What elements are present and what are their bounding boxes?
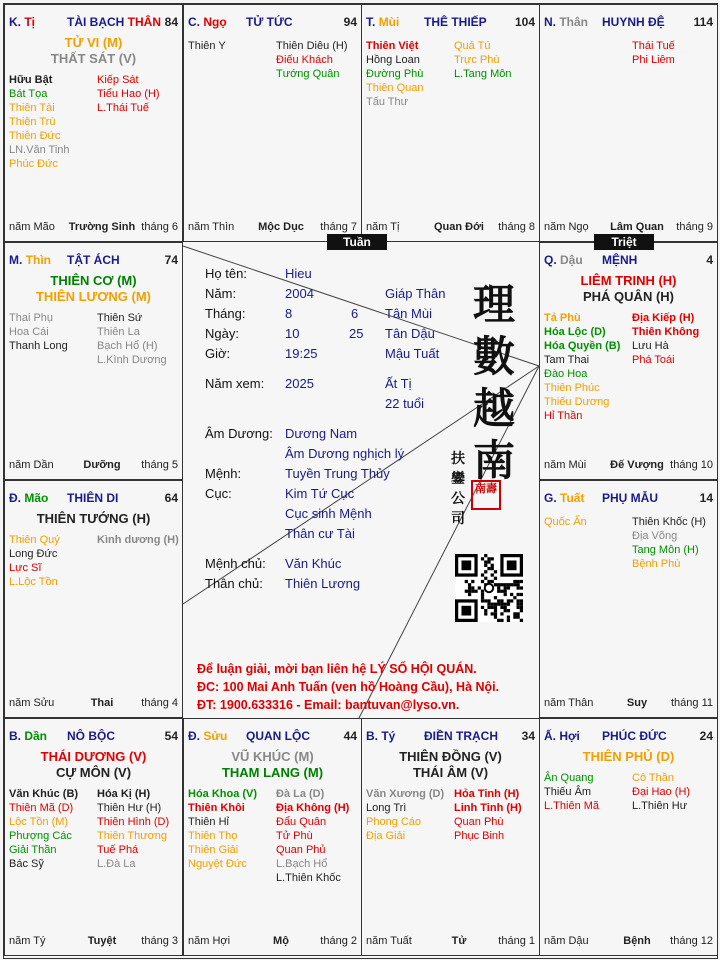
palace-name: NÔ BỘC: [67, 729, 115, 743]
main-star: PHÁ QUÂN (H): [583, 289, 674, 304]
palace-month: tháng 9: [676, 221, 713, 233]
minor-star: Hỏa Tinh (H): [454, 788, 520, 800]
minor-star: Bạch Hổ (H): [97, 340, 158, 352]
cuc-value: Kim Tứ Cục: [285, 486, 355, 501]
minor-stars-right: [97, 787, 169, 871]
palace-header: [9, 491, 178, 507]
palace-age: 24: [699, 729, 713, 743]
name-value: Hieu: [285, 266, 312, 281]
center-info-panel: [183, 242, 539, 718]
minor-star: Thiên Việt: [366, 40, 419, 52]
month-label: Tháng:: [205, 306, 246, 321]
minor-star: Phượng Các: [9, 830, 72, 842]
minor-star: Phá Toái: [632, 354, 675, 366]
minor-star: Bệnh Phù: [632, 558, 681, 570]
day-lunar: 25: [349, 326, 364, 341]
minor-stars-left: [188, 787, 257, 871]
minor-star: Thiên Tài: [9, 102, 55, 114]
thanchu-label: Thân chủ:: [205, 576, 263, 591]
palace-branch: G. Tuất: [544, 491, 585, 505]
minor-star: Hoa Cái: [9, 326, 49, 338]
minor-star: L.Thiên Hư: [632, 800, 688, 812]
palace-ty[interactable]: [4, 4, 183, 242]
brand-char-3: 越: [473, 384, 516, 433]
palace-header: [9, 253, 178, 269]
palace-year: năm Dậu: [544, 935, 589, 947]
minor-star: Thái Tuế: [632, 40, 675, 52]
palace-ngo[interactable]: [183, 4, 362, 242]
brand-char-1: 理: [473, 280, 516, 329]
minor-star: Bát Tọa: [9, 88, 48, 100]
minor-star: Địa Kiếp (H): [632, 312, 695, 324]
palace-mui[interactable]: [361, 4, 540, 242]
palace-branch: T. Mùi: [366, 15, 400, 29]
palace-age: 114: [693, 15, 713, 29]
hour-value: 19:25: [285, 346, 318, 361]
brand-sub-3: 公: [451, 491, 465, 507]
palace-age: 54: [164, 729, 178, 743]
palace-stage: Dưỡng: [83, 459, 121, 471]
minor-star: Hóa Lộc (D): [544, 326, 606, 338]
name-label: Họ tên:: [205, 266, 247, 281]
contact-line-1: Để luận giải, mời bạn liên hệ LÝ SỐ HỘI QUÁN.: [197, 662, 477, 676]
main-star: THAM LANG (M): [221, 765, 324, 780]
palace-month: tháng 2: [320, 935, 357, 947]
minor-star: Thiên Diêu (H): [276, 40, 348, 52]
palace-header: [9, 15, 178, 31]
palace-year: năm Sửu: [9, 697, 55, 709]
palace-stage: Quan Đới: [434, 221, 484, 233]
palace-stage: Lâm Quan: [610, 221, 664, 233]
year-canchi: Giáp Thân: [385, 286, 446, 301]
horoscope-board: [3, 3, 718, 959]
year-label: Năm:: [205, 286, 237, 301]
minor-star: Tấu Thư: [366, 96, 409, 108]
minor-star: Phong Cáo: [366, 816, 422, 828]
palace-name: TỬ TỨC: [246, 15, 293, 29]
minor-star: Thiên Quý: [9, 534, 60, 546]
palace-month: tháng 3: [141, 935, 178, 947]
palace-stage: Tử: [451, 935, 467, 947]
brand-char-2: 數: [473, 332, 516, 381]
minor-star: Tử Phù: [276, 830, 313, 842]
minor-star: Thiên Hư (H): [97, 802, 162, 814]
palace-branch: K. Tị: [9, 15, 36, 29]
minor-stars-right: [97, 311, 167, 367]
minor-star: Thiên Trù: [9, 116, 56, 128]
palace-tuat[interactable]: [539, 480, 718, 718]
palace-branch: Q. Dậu: [544, 253, 583, 267]
main-star: THÁI ÂM (V): [412, 765, 489, 780]
minor-stars-right: [632, 39, 675, 67]
minor-star: Phục Binh: [454, 830, 505, 842]
palace-header: [188, 15, 357, 31]
minor-star: Tướng Quân: [276, 68, 340, 80]
minor-star: Đường Phù: [366, 68, 424, 80]
palace-year: năm Ngọ: [544, 221, 589, 233]
minor-star: Lộc Tồn (M): [9, 816, 69, 828]
month-lunar: 6: [351, 306, 359, 321]
palace-footer: [544, 459, 713, 473]
minor-star: Lưu Hà: [632, 340, 669, 352]
cuc-label: Cục:: [205, 486, 232, 501]
palace-year: năm Mão: [9, 221, 55, 233]
palace-year: năm Mùi: [544, 459, 587, 471]
minor-stars-right: [632, 515, 706, 571]
palace-month: tháng 1: [498, 935, 535, 947]
palace-year: năm Dần: [9, 459, 54, 471]
minor-stars-left: [544, 311, 620, 423]
thanchu-value: Thiên Lương: [285, 576, 361, 591]
palace-month: tháng 11: [670, 697, 713, 709]
minor-star: Thiên Hình (D): [97, 816, 170, 828]
triet-badge: Triệt: [594, 234, 654, 250]
menhchu-label: Mệnh chủ:: [205, 556, 266, 571]
minor-star: Thiên Mã (D): [9, 802, 74, 814]
hour-canchi: Mậu Tuất: [385, 346, 440, 361]
minor-star: Hóa Khoa (V): [188, 788, 258, 800]
palace-branch: Đ. Sửu: [188, 729, 228, 743]
minor-star: Quan Phủ: [276, 844, 326, 856]
main-star: VŨ KHÚC (M): [231, 749, 314, 764]
minor-star: Thiên Không: [632, 326, 700, 338]
minor-star: Địa Giải: [366, 830, 406, 842]
minor-stars-right: [97, 73, 160, 115]
amduong-label: Âm Dương:: [205, 426, 273, 441]
palace-age: 84: [164, 15, 178, 29]
minor-stars-left: [366, 39, 423, 109]
main-star: THẤT SÁT (V): [50, 51, 137, 66]
main-stars: [5, 511, 182, 527]
palace-footer: [544, 935, 713, 949]
minor-star: Thiếu Dương: [544, 396, 610, 408]
minor-star: Phi Liêm: [632, 54, 675, 66]
minor-star: Long Trì: [366, 802, 407, 814]
day-canchi: Tân Dậu: [385, 326, 435, 341]
minor-star: Tuế Phá: [97, 844, 139, 856]
minor-star: Địa Võng: [632, 530, 678, 542]
palace-hoi[interactable]: [539, 718, 718, 956]
month-canchi: Tân Mùi: [385, 306, 432, 321]
palace-stage: Tuyệt: [87, 935, 117, 947]
day-label: Ngày:: [205, 326, 239, 341]
palace-footer: [9, 459, 178, 473]
minor-star: Kiếp Sát: [97, 74, 139, 86]
minor-star: Hỉ Thần: [544, 410, 583, 422]
palace-month: tháng 4: [141, 697, 178, 709]
view-year-canchi: Ất Tị: [385, 376, 412, 391]
minor-star: Văn Khúc (B): [9, 788, 79, 800]
minor-star: L.Tang Môn: [454, 68, 512, 80]
minor-star: L.Thiên Mã: [544, 800, 600, 812]
contact-line-2: ĐC: 100 Mai Anh Tuấn (ven hồ Hoàng Cầu), Hà Nội.: [197, 680, 500, 694]
palace-month: tháng 10: [670, 459, 713, 471]
palace-stage: Trường Sinh: [68, 221, 136, 233]
palace-thin[interactable]: [4, 242, 183, 480]
than-marker: THÂN: [127, 15, 161, 29]
brand-sub-2: 鑾: [451, 471, 465, 487]
palace-year: năm Tý: [9, 935, 46, 947]
minor-stars-right: [276, 39, 348, 81]
main-stars: [540, 749, 717, 765]
palace-name: MỆNH: [602, 253, 638, 267]
minor-stars-right: [632, 771, 690, 813]
minor-stars-left: [9, 533, 60, 589]
palace-branch: N. Thân: [544, 15, 589, 29]
main-star: THIÊN PHỦ (D): [582, 749, 675, 764]
palace-month: tháng 6: [141, 221, 178, 233]
minor-star: Thanh Long: [9, 340, 68, 352]
minor-stars-left: [9, 73, 70, 171]
minor-star: Tả Phù: [544, 312, 581, 324]
minor-star: Thiên La: [97, 326, 140, 338]
palace-age: 94: [343, 15, 357, 29]
palace-header: [544, 491, 713, 507]
qr-code-icon: [455, 554, 523, 622]
hour-label: Giờ:: [205, 346, 231, 361]
palace-name: ĐIỀN TRẠCH: [424, 729, 498, 743]
palace-mao[interactable]: [4, 480, 183, 718]
minor-stars-right: [632, 311, 699, 367]
palace-age: 64: [164, 491, 178, 505]
palace-stage: Suy: [626, 697, 648, 709]
palace-month: tháng 12: [670, 935, 713, 947]
palace-header: [9, 729, 178, 745]
palace-header: [544, 15, 713, 31]
main-star: THIÊN ĐỒNG (V): [399, 749, 502, 764]
palace-footer: [544, 221, 713, 235]
palace-footer: [366, 935, 535, 949]
minor-star: Quả Tú: [454, 40, 491, 52]
brand-sub-1: 扶: [451, 451, 465, 467]
minor-star: Thiên Phúc: [544, 382, 600, 394]
palace-month: tháng 5: [141, 459, 178, 471]
main-stars: [5, 749, 182, 781]
main-stars: [362, 749, 539, 781]
minor-star: Quốc Ấn: [544, 516, 587, 528]
view-year-value: 2025: [285, 376, 314, 391]
minor-star: Địa Không (H): [276, 802, 350, 814]
minor-star: Đà La (D): [276, 788, 325, 800]
age-value: 22 tuổi: [385, 396, 425, 411]
minor-star: Phúc Đức: [9, 158, 58, 170]
palace-year: năm Tị: [366, 221, 400, 233]
cuc-relation: Cục sinh Mệnh: [285, 506, 372, 521]
palace-name: TẬT ÁCH: [67, 253, 120, 267]
minor-star: Linh Tinh (H): [454, 802, 522, 814]
minor-star: L.Lộc Tồn: [9, 576, 58, 588]
month-value: 8: [285, 306, 293, 321]
minor-star: Thiên Quan: [366, 82, 424, 94]
minor-stars-right: [454, 787, 522, 843]
palace-dan[interactable]: [4, 718, 183, 956]
minor-star: Thiên Thọ: [188, 830, 238, 842]
minor-star: Quan Phù: [454, 816, 504, 828]
palace-header: [366, 729, 535, 745]
minor-star: Văn Xương (D): [366, 788, 445, 800]
main-star: THIÊN TƯỚNG (H): [36, 511, 151, 526]
palace-branch: B. Dần: [9, 729, 48, 743]
palace-stage: Mộ: [273, 935, 289, 947]
main-stars: [5, 35, 182, 67]
brand-sub-4: 司: [451, 511, 465, 527]
minor-star: Tiểu Hao (H): [97, 88, 160, 100]
main-stars: [5, 273, 182, 305]
minor-stars-left: [188, 39, 226, 53]
minor-star: Thiên Hỉ: [188, 816, 229, 828]
minor-star: L.Đà La: [97, 858, 136, 870]
palace-footer: [9, 697, 178, 711]
minor-star: Đại Hao (H): [632, 786, 691, 798]
palace-suu[interactable]: [183, 718, 362, 956]
palace-footer: [544, 697, 713, 711]
palace-header: [544, 729, 713, 745]
palace-month: tháng 8: [498, 221, 535, 233]
main-star: CỰ MÔN (V): [55, 765, 132, 780]
day-value: 10: [285, 326, 300, 341]
minor-star: Thiên Giải: [188, 844, 239, 856]
main-stars: [184, 749, 361, 781]
minor-star: Cô Thần: [632, 772, 674, 784]
palace-year: năm Hợi: [188, 935, 231, 947]
menh-label: Mệnh:: [205, 466, 242, 481]
palace-name: PHÚC ĐỨC: [602, 729, 667, 743]
minor-star: Thiên Khốc (H): [632, 516, 706, 528]
minor-star: L.Thiên Khốc: [276, 872, 341, 884]
main-stars: [540, 273, 717, 305]
minor-star: Lực Sĩ: [9, 562, 42, 574]
minor-star: Thiên Thương: [97, 830, 168, 842]
amduong-relation: Âm Dương nghịch lý: [285, 446, 405, 461]
minor-star: Thiên Đức: [9, 130, 61, 142]
minor-star: Tang Môn (H): [632, 544, 699, 556]
minor-star: LN.Văn Tinh: [9, 144, 70, 156]
red-seal-stamp: 南壽: [471, 480, 501, 510]
minor-star: Tam Thai: [544, 354, 590, 366]
minor-stars-right: [454, 39, 511, 81]
main-star: TỬ VI (M): [64, 35, 123, 50]
main-star: THIÊN LƯƠNG (M): [35, 289, 152, 304]
menh-value: Tuyền Trung Thủy: [285, 466, 390, 481]
minor-star: Đào Hoa: [544, 368, 588, 380]
minor-star: Bác Sỹ: [9, 858, 44, 870]
palace-name: THÊ THIẾP: [424, 15, 487, 29]
palace-year: năm Tuất: [366, 935, 412, 947]
palace-header: [544, 253, 713, 269]
minor-star: L.Thái Tuế: [97, 102, 149, 114]
palace-age: 4: [706, 253, 713, 267]
palace-age: 14: [699, 491, 713, 505]
palace-stage: Thai: [90, 697, 114, 709]
palace-name: QUAN LỘC: [246, 729, 310, 743]
minor-star: Thiên Y: [188, 40, 226, 52]
palace-name: THIÊN DI: [67, 491, 119, 505]
main-star: THÁI DƯƠNG (V): [40, 749, 147, 764]
minor-stars-left: [9, 311, 68, 353]
minor-star: L.Bạch Hổ: [276, 858, 328, 870]
minor-stars-left: [9, 787, 78, 871]
menhchu-value: Văn Khúc: [285, 556, 342, 571]
palace-header: [366, 15, 535, 31]
palace-footer: [188, 221, 357, 235]
amduong-value: Dương Nam: [285, 426, 358, 441]
palace-year: năm Thân: [544, 697, 594, 709]
palace-age: 34: [521, 729, 535, 743]
brand-char-4: 南: [473, 436, 516, 485]
minor-star: Thai Phụ: [9, 312, 54, 324]
minor-stars-left: [544, 515, 587, 529]
minor-star: Hóa Quyền (B): [544, 340, 621, 352]
palace-name: PHỤ MẪU: [602, 491, 658, 505]
palace-year: năm Thìn: [188, 221, 235, 233]
minor-star: Nguyệt Đức: [188, 858, 247, 870]
palace-name: TÀI BẠCH THÂN: [67, 15, 161, 29]
palace-month: tháng 7: [320, 221, 357, 233]
minor-star: Thiếu Âm: [544, 786, 592, 798]
palace-footer: [366, 221, 535, 235]
contact-line-3: ĐT: 1900.633316 - Email: bantuvan@lyso.vn.: [197, 698, 460, 712]
palace-stage: Mộc Dục: [258, 221, 304, 233]
palace-branch: Ấ. Hợi: [544, 729, 580, 743]
minor-star: Ân Quang: [544, 772, 594, 784]
minor-star: Thiên Sứ: [97, 312, 143, 324]
palace-footer: [188, 935, 357, 949]
minor-star: Hồng Loan: [366, 54, 420, 66]
palace-branch: M. Thìn: [9, 253, 52, 267]
minor-stars-right: [97, 533, 179, 547]
minor-star: Hóa Kị (H): [97, 788, 151, 800]
minor-star: Giải Thần: [9, 844, 57, 856]
palace-dau[interactable]: [539, 242, 718, 480]
minor-star: Thiên Khôi: [188, 802, 245, 814]
minor-stars-left: [366, 787, 444, 843]
palace-age: 104: [514, 15, 535, 29]
than-position: Thân cư Tài: [285, 526, 355, 541]
palace-ty2[interactable]: [361, 718, 540, 956]
palace-branch: Đ. Mão: [9, 491, 49, 505]
palace-than[interactable]: [539, 4, 718, 242]
palace-age: 74: [164, 253, 178, 267]
minor-star: Long Đức: [9, 548, 58, 560]
view-year-label: Năm xem:: [205, 376, 265, 391]
palace-age: 44: [343, 729, 357, 743]
palace-stage: Bệnh: [623, 935, 651, 947]
palace-branch: C. Ngọ: [188, 15, 227, 29]
main-star: LIÊM TRINH (H): [580, 273, 677, 288]
minor-star: L.Kình Dương: [97, 354, 167, 366]
palace-footer: [9, 221, 178, 235]
minor-star: Đẩu Quân: [276, 816, 327, 828]
main-star: THIÊN CƠ (M): [50, 273, 137, 288]
tuan-badge: Tuần: [327, 234, 387, 250]
minor-star: Kình dương (H): [97, 534, 179, 546]
year-value: 2004: [285, 286, 314, 301]
palace-branch: B. Tý: [366, 729, 396, 743]
palace-footer: [9, 935, 178, 949]
minor-star: Hữu Bật: [9, 74, 53, 86]
minor-stars-right: [276, 787, 349, 885]
minor-star: Trực Phù: [454, 54, 500, 66]
minor-star: Điếu Khách: [276, 54, 333, 66]
palace-header: [188, 729, 357, 745]
minor-stars-left: [544, 771, 599, 813]
palace-name: HUYNH ĐỆ: [602, 15, 665, 29]
palace-stage: Đế Vượng: [610, 459, 664, 471]
